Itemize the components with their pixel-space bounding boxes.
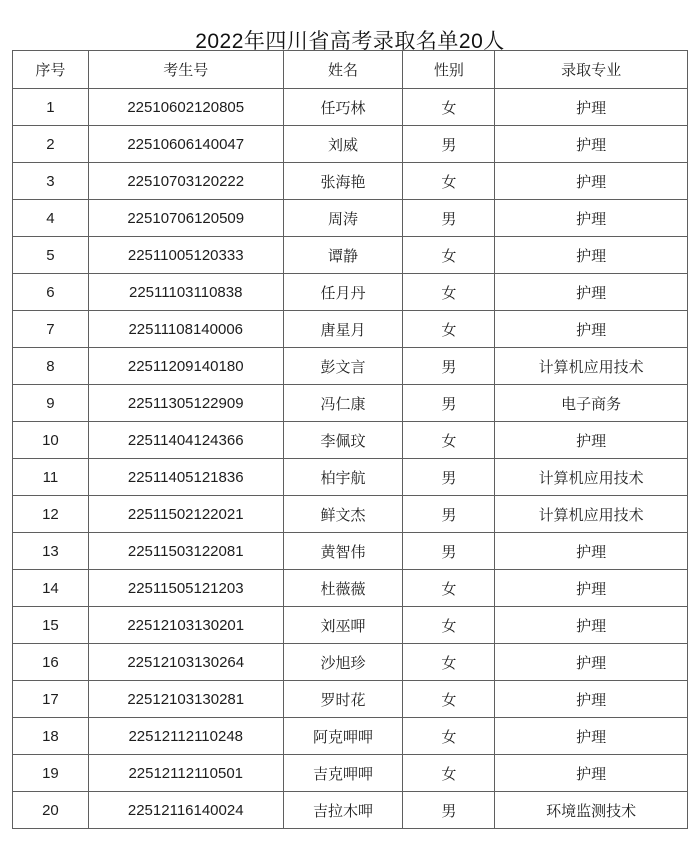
name-cell: 刘巫呷 bbox=[283, 607, 403, 644]
candidate-id-cell: 22512112110501 bbox=[88, 755, 283, 792]
name-cell: 李佩玟 bbox=[283, 422, 403, 459]
major-cell: 护理 bbox=[495, 718, 688, 755]
header-candidate-id: 考生号 bbox=[88, 51, 283, 89]
gender-cell: 男 bbox=[403, 459, 495, 496]
gender-cell: 女 bbox=[403, 607, 495, 644]
gender-cell: 男 bbox=[403, 792, 495, 829]
candidate-id-cell: 22511209140180 bbox=[88, 348, 283, 385]
gender-cell: 女 bbox=[403, 163, 495, 200]
candidate-id-cell: 22510706120509 bbox=[88, 200, 283, 237]
row-number-cell: 10 bbox=[13, 422, 89, 459]
row-number-cell: 18 bbox=[13, 718, 89, 755]
row-number-cell: 11 bbox=[13, 459, 89, 496]
candidate-id-cell: 22510602120805 bbox=[88, 89, 283, 126]
table-row bbox=[13, 681, 688, 718]
candidate-id-cell: 22511405121836 bbox=[88, 459, 283, 496]
candidate-id-cell: 22511503122081 bbox=[88, 533, 283, 570]
gender-cell: 男 bbox=[403, 496, 495, 533]
table-row bbox=[13, 533, 688, 570]
candidate-id-cell: 22511108140006 bbox=[88, 311, 283, 348]
header-row-number: 序号 bbox=[13, 51, 89, 89]
table-header bbox=[13, 51, 688, 89]
name-cell: 鲜文杰 bbox=[283, 496, 403, 533]
major-cell: 护理 bbox=[495, 89, 688, 126]
candidate-id-cell: 22512103130281 bbox=[88, 681, 283, 718]
name-cell: 张海艳 bbox=[283, 163, 403, 200]
table-row bbox=[13, 792, 688, 829]
admission-table bbox=[12, 50, 688, 829]
major-cell: 护理 bbox=[495, 237, 688, 274]
candidate-id-cell: 22511005120333 bbox=[88, 237, 283, 274]
row-number-cell: 19 bbox=[13, 755, 89, 792]
gender-cell: 女 bbox=[403, 89, 495, 126]
major-cell: 护理 bbox=[495, 311, 688, 348]
gender-cell: 女 bbox=[403, 718, 495, 755]
row-number-cell: 17 bbox=[13, 681, 89, 718]
name-cell: 罗时花 bbox=[283, 681, 403, 718]
gender-cell: 女 bbox=[403, 570, 495, 607]
table-row bbox=[13, 570, 688, 607]
row-number-cell: 3 bbox=[13, 163, 89, 200]
candidate-id-cell: 22511502122021 bbox=[88, 496, 283, 533]
major-cell: 环境监测技术 bbox=[495, 792, 688, 829]
table-row bbox=[13, 459, 688, 496]
major-cell: 计算机应用技术 bbox=[495, 459, 688, 496]
gender-cell: 男 bbox=[403, 200, 495, 237]
name-cell: 沙旭珍 bbox=[283, 644, 403, 681]
candidate-id-cell: 22512103130264 bbox=[88, 644, 283, 681]
row-number-cell: 15 bbox=[13, 607, 89, 644]
row-number-cell: 13 bbox=[13, 533, 89, 570]
table-row bbox=[13, 755, 688, 792]
header-row bbox=[13, 51, 688, 89]
row-number-cell: 2 bbox=[13, 126, 89, 163]
table-row bbox=[13, 237, 688, 274]
table-row bbox=[13, 311, 688, 348]
candidate-id-cell: 22512112110248 bbox=[88, 718, 283, 755]
name-cell: 阿克呷呷 bbox=[283, 718, 403, 755]
row-number-cell: 20 bbox=[13, 792, 89, 829]
name-cell: 任月丹 bbox=[283, 274, 403, 311]
name-cell: 吉克呷呷 bbox=[283, 755, 403, 792]
table-row bbox=[13, 496, 688, 533]
row-number-cell: 4 bbox=[13, 200, 89, 237]
gender-cell: 男 bbox=[403, 126, 495, 163]
name-cell: 任巧林 bbox=[283, 89, 403, 126]
table-row bbox=[13, 385, 688, 422]
major-cell: 护理 bbox=[495, 681, 688, 718]
page-title: 2022年四川省高考录取名单20人 bbox=[195, 30, 505, 53]
major-cell: 护理 bbox=[495, 607, 688, 644]
major-cell: 计算机应用技术 bbox=[495, 496, 688, 533]
gender-cell: 男 bbox=[403, 533, 495, 570]
gender-cell: 男 bbox=[403, 385, 495, 422]
row-number-cell: 1 bbox=[13, 89, 89, 126]
gender-cell: 女 bbox=[403, 237, 495, 274]
name-cell: 唐星月 bbox=[283, 311, 403, 348]
major-cell: 电子商务 bbox=[495, 385, 688, 422]
table-row bbox=[13, 718, 688, 755]
name-cell: 周涛 bbox=[283, 200, 403, 237]
name-cell: 柏宇航 bbox=[283, 459, 403, 496]
row-number-cell: 9 bbox=[13, 385, 89, 422]
major-cell: 护理 bbox=[495, 200, 688, 237]
major-cell: 护理 bbox=[495, 163, 688, 200]
gender-cell: 女 bbox=[403, 422, 495, 459]
row-number-cell: 7 bbox=[13, 311, 89, 348]
table-row bbox=[13, 126, 688, 163]
gender-cell: 女 bbox=[403, 681, 495, 718]
table-row bbox=[13, 163, 688, 200]
table-row bbox=[13, 274, 688, 311]
row-number-cell: 5 bbox=[13, 237, 89, 274]
candidate-id-cell: 22510606140047 bbox=[88, 126, 283, 163]
candidate-id-cell: 22512103130201 bbox=[88, 607, 283, 644]
candidate-id-cell: 22512116140024 bbox=[88, 792, 283, 829]
major-cell: 护理 bbox=[495, 274, 688, 311]
major-cell: 护理 bbox=[495, 570, 688, 607]
gender-cell: 女 bbox=[403, 755, 495, 792]
name-cell: 彭文言 bbox=[283, 348, 403, 385]
gender-cell: 女 bbox=[403, 274, 495, 311]
row-number-cell: 6 bbox=[13, 274, 89, 311]
candidate-id-cell: 22511305122909 bbox=[88, 385, 283, 422]
name-cell: 谭静 bbox=[283, 237, 403, 274]
table-row bbox=[13, 607, 688, 644]
candidate-id-cell: 22511404124366 bbox=[88, 422, 283, 459]
header-gender: 性别 bbox=[403, 51, 495, 89]
major-cell: 护理 bbox=[495, 422, 688, 459]
name-cell: 杜薇薇 bbox=[283, 570, 403, 607]
major-cell: 护理 bbox=[495, 755, 688, 792]
name-cell: 吉拉木呷 bbox=[283, 792, 403, 829]
name-cell: 黄智伟 bbox=[283, 533, 403, 570]
table-row bbox=[13, 200, 688, 237]
gender-cell: 女 bbox=[403, 644, 495, 681]
table-body bbox=[13, 89, 688, 829]
table-row bbox=[13, 89, 688, 126]
table-row bbox=[13, 422, 688, 459]
major-cell: 计算机应用技术 bbox=[495, 348, 688, 385]
table-row bbox=[13, 644, 688, 681]
row-number-cell: 16 bbox=[13, 644, 89, 681]
table-container bbox=[12, 50, 688, 829]
header-major: 录取专业 bbox=[495, 51, 688, 89]
candidate-id-cell: 22510703120222 bbox=[88, 163, 283, 200]
gender-cell: 男 bbox=[403, 348, 495, 385]
row-number-cell: 12 bbox=[13, 496, 89, 533]
table-row bbox=[13, 348, 688, 385]
header-name: 姓名 bbox=[283, 51, 403, 89]
row-number-cell: 8 bbox=[13, 348, 89, 385]
row-number-cell: 14 bbox=[13, 570, 89, 607]
candidate-id-cell: 22511505121203 bbox=[88, 570, 283, 607]
major-cell: 护理 bbox=[495, 126, 688, 163]
major-cell: 护理 bbox=[495, 644, 688, 681]
gender-cell: 女 bbox=[403, 311, 495, 348]
candidate-id-cell: 22511103110838 bbox=[88, 274, 283, 311]
major-cell: 护理 bbox=[495, 533, 688, 570]
name-cell: 刘威 bbox=[283, 126, 403, 163]
name-cell: 冯仁康 bbox=[283, 385, 403, 422]
